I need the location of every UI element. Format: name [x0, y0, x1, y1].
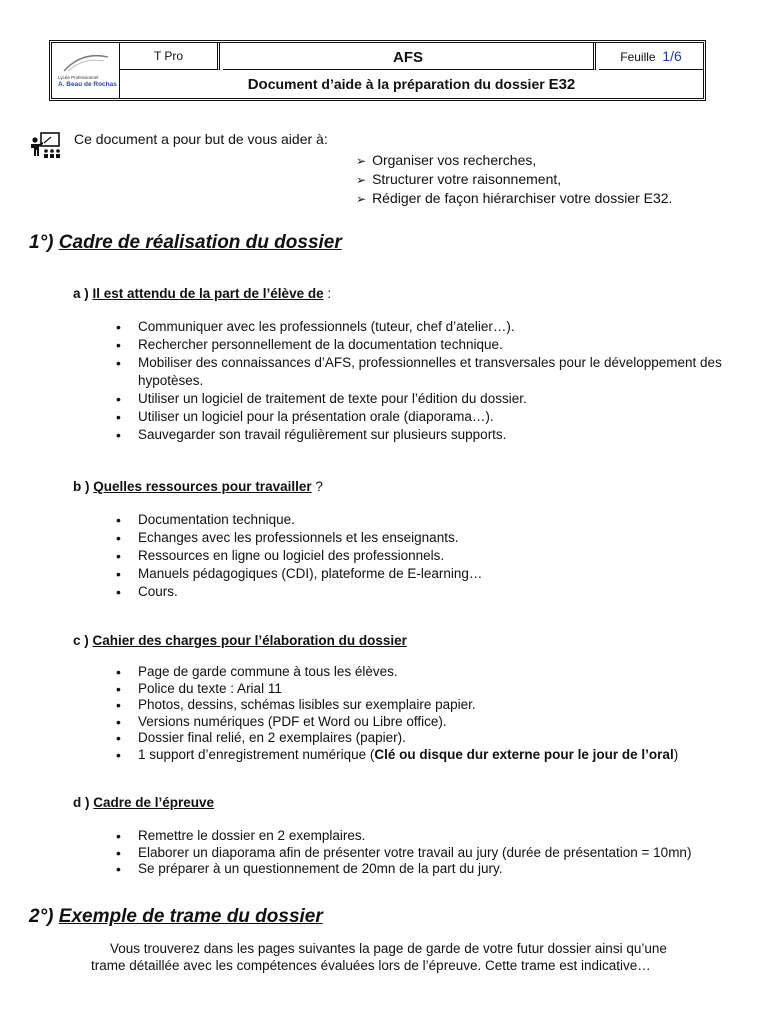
section2-paragraph-line1: Vous trouverez dans les pages suivantes la page de garde de votre futur dossier ainsi qu’une [110, 941, 667, 956]
document-title-code: E32 [548, 76, 576, 93]
logo-name: A. Beau de Rochas [58, 81, 117, 88]
section1-heading [29, 232, 342, 254]
section2-number: 2°) [29, 906, 59, 927]
section2-paragraph-line2: trame détaillée avec les compétences évaluées lors de l’épreuve. Cette trame est indicative… [91, 958, 651, 973]
list-item: • Mobiliser des connaissances d’AFS, professionnelles et transversales pour le développement des hypotèses. [138, 354, 733, 390]
list-item: • Ressources en ligne ou logiciel des professionnels. [138, 547, 738, 565]
subsection-a-list [138, 318, 738, 444]
school-logo [52, 43, 120, 98]
list-item: • Sauvegarder son travail régulièrement sur plusieurs supports. [138, 426, 738, 444]
subsection-d-heading: d ) Cadre de l’épreuve [73, 795, 215, 810]
goal-item: ➢ Organiser vos recherches, [356, 151, 672, 170]
subsection-c-heading: c ) Cahier des charges pour l’élaboration du dossier [73, 633, 407, 648]
subsection-b-title: Quelles ressources pour travailler [93, 479, 312, 494]
subsection-c-list [138, 664, 738, 763]
list-item: • Rechercher personnellement de la documentation technique. [138, 336, 738, 354]
subsection-a-title: Il est attendu de la part de l’élève de [92, 286, 324, 301]
list-item: • Remettre le dossier en 2 exemplaires. [138, 828, 738, 845]
bold-emphasis: Clé ou disque dur externe pour le jour de l’oral [374, 746, 674, 762]
list-item: • 1 support d’enregistrement numérique (Clé ou disque dur externe pour le jour de l’oral) [138, 747, 738, 764]
list-item: • Page de garde commune à tous les élèves. [138, 664, 738, 681]
subsection-c-title: Cahier des charges pour l’élaboration du dossier [92, 633, 407, 648]
list-item: • Se préparer à un questionnement de 20mn de la part du jury. [138, 861, 738, 878]
subsection-d-list [138, 828, 738, 878]
list-item: • Versions numériques (PDF et Word ou Libre office). [138, 714, 738, 731]
goal-item: ➢ Structurer votre raisonnement, [356, 170, 672, 189]
school-logo-icon [60, 49, 112, 75]
document-title [120, 70, 703, 98]
section2-title: Exemple de trame du dossier [58, 906, 323, 927]
list-item: • Echanges avec les professionnels et les enseignants. [138, 529, 738, 547]
section1-title: Cadre de réalisation du dossier [58, 232, 342, 253]
list-item: • Manuels pédagogiques (CDI), plateforme de E-learning… [138, 565, 738, 583]
intro-text: Ce document a pour but de vous aider à: [74, 131, 328, 147]
list-item: • Elaborer un diaporama afin de présenter votre travail au jury (durée de présentation = 10mn) [138, 845, 738, 862]
logo-small-text: Lycée Professionnel [58, 75, 99, 80]
list-item: • Utiliser un logiciel pour la présentation orale (diaporama…). [138, 408, 738, 426]
sheet-label: Feuille [620, 50, 656, 64]
document-title-prefix: Do [247, 76, 268, 93]
list-item: • Cours. [138, 583, 738, 601]
list-item: • Communiquer avec les professionnels (tuteur, chef d’atelier…). [138, 318, 738, 336]
list-item: • Utiliser un logiciel de traitement de texte pour l’édition du dossier. [138, 390, 738, 408]
subsection-b-heading: b ) Quelles ressources pour travailler ? [73, 479, 323, 494]
subject-cell: AFS [223, 43, 596, 70]
teacher-students-icon [29, 131, 63, 161]
list-item: • Dossier final relié, en 2 exemplaires (papier). [138, 730, 738, 747]
sheet-cell [599, 43, 703, 70]
subsection-b-list [138, 511, 738, 601]
list-item: • Photos, dessins, schémas lisibles sur exemplaire papier. [138, 697, 738, 714]
section1-number: 1°) [29, 232, 59, 253]
level-cell: T Pro [120, 43, 220, 70]
section2-heading [29, 906, 323, 928]
subsection-a-heading: a ) Il est attendu de la part de l’élève de : [73, 286, 332, 301]
intro-goals-list [356, 151, 672, 208]
list-item: • Documentation technique. [138, 511, 738, 529]
goal-item: ➢ Rédiger de façon hiérarchiser votre dossier E32. [356, 189, 672, 208]
list-item: • Police du texte : Arial 11 [138, 681, 738, 698]
document-title-main: cument d’aide à la préparation du dossier [267, 76, 549, 92]
header-table [49, 40, 706, 101]
subsection-d-title: Cadre de l’épreuve [93, 795, 215, 810]
sheet-number: 1/6 [662, 48, 682, 64]
